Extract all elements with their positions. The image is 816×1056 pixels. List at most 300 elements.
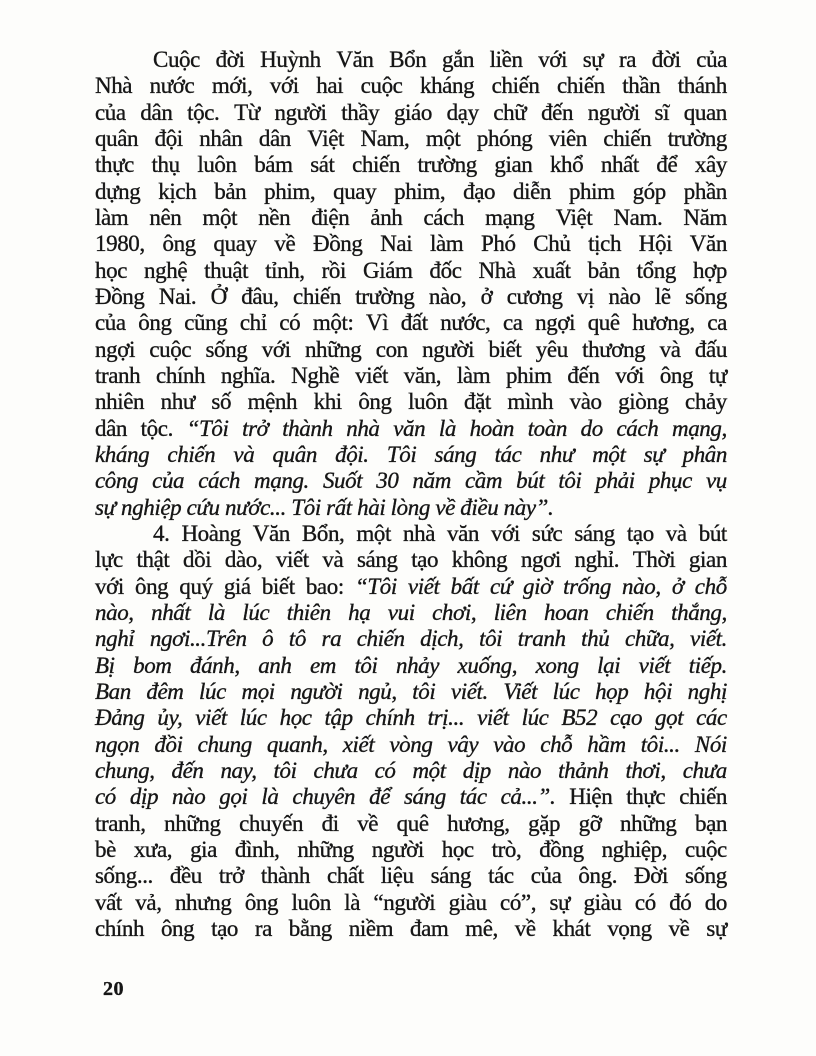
text-segment: Ban — [95, 678, 131, 704]
text-segment: nền — [258, 204, 291, 230]
text-segment: văn — [393, 415, 426, 441]
text-segment: đạo — [463, 178, 496, 204]
text-segment: phục — [648, 468, 692, 494]
text-segment: 4. — [153, 520, 170, 546]
text-line — [95, 495, 727, 521]
text-segment: bè — [95, 836, 116, 862]
text-segment: trường — [667, 125, 727, 151]
text-segment: góp — [632, 178, 666, 204]
text-segment: tạo — [211, 915, 239, 941]
text-segment: ông — [244, 889, 279, 915]
text-segment: của — [696, 47, 727, 72]
text-segment: giáo — [393, 99, 432, 125]
text-segment: hợp — [692, 257, 727, 283]
text-segment: nào — [507, 757, 542, 783]
text-segment: người — [422, 336, 475, 362]
text-segment: “Tôi — [354, 573, 397, 599]
text-segment: ủy, — [157, 705, 183, 731]
text-segment: bất — [450, 573, 479, 599]
text-segment: chiến — [679, 784, 727, 810]
text-segment: nhà — [346, 415, 380, 441]
text-segment: của — [95, 99, 126, 125]
text-segment: Tôi — [386, 441, 417, 467]
text-segment: nghỉ — [95, 626, 135, 652]
text-segment: như — [539, 441, 575, 467]
text-segment: Nhà — [478, 257, 516, 283]
text-segment: phải — [595, 468, 635, 494]
text-segment: đời — [215, 47, 245, 72]
text-segment: viên — [548, 125, 587, 151]
text-segment: đội. — [335, 441, 369, 467]
text-segment: dịp — [462, 757, 491, 783]
text-segment: phim, — [264, 178, 316, 204]
text-segment: với — [615, 362, 645, 388]
text-segment: cạo — [610, 705, 643, 731]
text-segment: có — [634, 889, 656, 915]
text-segment: liền — [489, 47, 523, 72]
text-segment: con — [375, 336, 408, 362]
text-segment: sát — [310, 152, 335, 178]
text-segment: mạng. — [254, 468, 309, 494]
text-segment: thụ — [151, 152, 180, 178]
text-segment: nhân — [199, 125, 243, 151]
text-segment: trường — [417, 152, 477, 178]
text-segment: đất — [400, 310, 428, 336]
text-segment: tôi — [412, 678, 436, 704]
text-segment: các — [696, 705, 727, 731]
text-line — [95, 337, 727, 363]
text-block — [95, 47, 727, 942]
text-segment: trò, — [491, 836, 522, 862]
text-segment: Văn — [336, 47, 374, 72]
text-segment: vòng — [389, 731, 433, 757]
text-segment: nào — [608, 283, 641, 309]
text-segment: ô — [262, 626, 274, 652]
text-segment: đội — [154, 125, 183, 151]
text-segment: đồng — [539, 836, 584, 862]
text-line — [95, 284, 727, 310]
text-segment: xuất — [532, 257, 571, 283]
text-segment: một — [356, 520, 391, 546]
text-segment: chuyên — [292, 784, 356, 810]
text-segment: tiếp. — [688, 652, 727, 678]
text-segment: đâu, — [241, 283, 279, 309]
text-segment: Từ — [234, 99, 260, 125]
text-segment: Phó — [480, 231, 516, 257]
text-segment: Cuộc — [153, 47, 200, 72]
text-segment: tôi — [558, 468, 582, 494]
text-segment: sức — [531, 520, 563, 546]
text-segment: quý — [179, 573, 213, 599]
text-line — [95, 100, 727, 126]
text-segment: một — [202, 204, 238, 230]
text-segment: quanh, — [266, 731, 328, 757]
text-segment: là — [344, 889, 361, 915]
text-segment: gỡ — [578, 810, 602, 836]
text-segment: chuyến — [239, 810, 304, 836]
text-segment: chữ — [493, 99, 527, 125]
text-segment: tôi — [273, 757, 297, 783]
text-segment: đốc — [429, 257, 462, 283]
text-segment: để — [369, 784, 391, 810]
text-segment: Nam. — [613, 204, 663, 230]
text-segment: về — [668, 915, 690, 941]
text-segment: năm — [412, 468, 451, 494]
text-segment: cứ — [489, 573, 512, 599]
text-segment: nào — [172, 784, 206, 810]
text-segment: Nhà — [95, 73, 133, 99]
text-segment: ông — [134, 573, 169, 599]
text-segment: nên — [149, 204, 182, 230]
text-segment: Nói — [694, 731, 727, 757]
text-segment: cương — [506, 283, 563, 309]
text-segment: ngợi — [95, 336, 135, 362]
text-segment: không — [451, 547, 508, 573]
text-segment: giàu — [448, 889, 487, 915]
text-line — [95, 732, 727, 758]
text-segment: cả...”. — [500, 784, 556, 810]
text-segment: bằng — [288, 915, 332, 941]
text-segment: xây — [694, 152, 727, 178]
text-segment: là — [207, 599, 225, 625]
text-segment: tranh — [517, 626, 566, 652]
text-segment: mạng — [485, 204, 535, 230]
text-segment: ở — [671, 573, 684, 599]
text-segment: đến — [171, 757, 204, 783]
text-segment: cuộc — [685, 836, 727, 862]
text-segment: cầm — [464, 468, 503, 494]
text-segment: và — [659, 336, 681, 362]
text-line — [95, 205, 727, 231]
text-line — [95, 389, 727, 415]
text-segment: Hiện — [569, 784, 613, 810]
text-segment: chung, — [95, 757, 155, 783]
text-segment: tôi... — [640, 731, 680, 757]
text-segment: dựng — [95, 178, 141, 204]
text-segment: liên — [493, 599, 527, 625]
text-segment: sự — [549, 889, 571, 915]
text-segment: Việt — [307, 125, 344, 151]
text-segment: đó — [669, 889, 692, 915]
text-segment: Chủ — [533, 231, 571, 257]
text-segment: hoan — [544, 599, 589, 625]
text-segment: tranh, — [95, 810, 146, 836]
text-segment: quân — [272, 441, 317, 467]
text-segment: ra — [254, 915, 272, 941]
text-segment: ở — [480, 283, 493, 309]
text-segment: em — [309, 652, 336, 678]
text-segment: tộc. — [187, 99, 220, 125]
text-segment: ông — [162, 231, 196, 257]
text-segment: chính — [365, 705, 415, 731]
text-segment: Đồng — [95, 283, 145, 309]
text-segment: nghĩa. — [220, 362, 276, 388]
text-segment: tác — [488, 863, 514, 889]
text-segment: vụ — [705, 468, 727, 494]
text-segment: tỉnh, — [265, 257, 305, 283]
text-segment: giờ — [523, 573, 552, 599]
text-segment: lúc — [239, 705, 267, 731]
text-segment: rồi — [321, 257, 347, 283]
text-segment: Suốt — [322, 468, 363, 494]
text-segment: quan — [683, 99, 727, 125]
text-line — [95, 547, 727, 573]
text-segment: biết — [261, 573, 295, 599]
text-segment: sự nghiệp cứu nước... Tôi rất hài lòng về điều này”. — [95, 494, 554, 520]
text-segment: phần — [683, 178, 727, 204]
text-segment: với — [269, 73, 299, 99]
text-segment: B52 — [561, 705, 598, 731]
text-segment: đấu — [694, 336, 727, 362]
text-segment: “Tôi — [186, 415, 229, 441]
text-segment: chiến — [605, 599, 654, 625]
text-segment: dân — [140, 99, 173, 125]
text-segment: lúc — [521, 705, 549, 731]
text-segment: ngợi — [535, 310, 576, 336]
text-segment: viết — [407, 573, 440, 599]
text-line — [95, 47, 727, 73]
text-segment: ngơi — [520, 547, 561, 573]
text-segment: nhất — [600, 152, 639, 178]
text-segment: cách — [616, 415, 659, 441]
text-segment: dân — [258, 125, 291, 151]
text-line — [95, 126, 727, 152]
text-segment: ca — [707, 310, 727, 336]
text-segment: trường — [355, 283, 415, 309]
text-segment: Ở — [210, 283, 227, 309]
text-segment: lúc — [552, 678, 580, 704]
text-segment: nay, — [220, 757, 257, 783]
text-segment: viết — [275, 547, 309, 573]
text-segment: sống — [685, 283, 727, 309]
text-segment: hạ — [348, 599, 371, 625]
text-line — [95, 916, 727, 942]
text-segment: chơi, — [432, 599, 477, 625]
text-segment: bút — [516, 468, 545, 494]
text-segment: gian — [688, 547, 727, 573]
text-segment: vọng — [607, 915, 652, 941]
text-segment: vả, — [135, 889, 162, 915]
text-segment: chiến — [167, 441, 216, 467]
text-segment: học — [95, 257, 128, 283]
text-segment: toàn — [527, 415, 567, 441]
text-line — [95, 600, 727, 626]
text-segment: đời — [651, 47, 681, 72]
text-segment: lại — [597, 652, 621, 678]
text-segment: hầm — [587, 731, 626, 757]
text-segment: ca — [502, 310, 523, 336]
text-segment: đam — [409, 915, 449, 941]
text-segment: của — [530, 863, 562, 889]
text-segment: kịch — [158, 178, 197, 204]
text-segment: tác — [459, 784, 487, 810]
text-segment: Bị — [95, 652, 115, 678]
text-segment: luôn — [408, 389, 448, 415]
text-segment: vui — [387, 599, 415, 625]
text-segment: công — [95, 468, 139, 494]
text-segment: Hoàng — [181, 520, 241, 546]
text-segment: làm — [429, 231, 464, 257]
text-segment: là — [438, 415, 456, 441]
text-segment: thủ — [581, 626, 610, 652]
text-segment: thảnh — [558, 757, 609, 783]
text-segment: kháng — [419, 73, 475, 99]
text-segment: thực — [626, 784, 666, 810]
text-segment: về — [357, 810, 379, 836]
text-segment: gia — [190, 836, 217, 862]
text-segment: sáng — [574, 520, 615, 546]
text-segment: giàu — [583, 889, 622, 915]
text-segment: hương, — [632, 310, 695, 336]
text-segment: của — [152, 468, 185, 494]
text-segment: Văn — [252, 520, 290, 546]
text-segment: giòng — [618, 389, 669, 415]
text-segment: chiến — [556, 73, 605, 99]
text-segment: hai — [316, 73, 344, 99]
text-segment: một — [592, 441, 626, 467]
text-segment: lực — [95, 547, 123, 573]
text-segment: thầy — [341, 99, 380, 125]
text-segment: sự — [706, 915, 727, 941]
text-segment: khát — [552, 915, 591, 941]
text-segment: yêu — [535, 336, 568, 362]
text-segment: bút — [698, 520, 727, 546]
text-segment: trở — [242, 415, 269, 441]
text-segment: người — [290, 678, 343, 704]
text-segment: chưa — [682, 757, 727, 783]
text-segment: và — [665, 520, 687, 546]
text-segment: ảnh — [370, 204, 403, 230]
paragraph — [95, 521, 727, 942]
text-segment: nghỉ. — [574, 547, 620, 573]
text-segment: với — [95, 573, 124, 599]
text-segment: tự — [708, 362, 727, 388]
text-segment: xiết — [342, 731, 375, 757]
text-segment: nào, — [428, 283, 467, 309]
text-segment: thắng, — [671, 599, 727, 625]
text-segment: xong — [535, 652, 579, 678]
text-segment: sáng — [434, 441, 477, 467]
text-segment: họp — [595, 678, 629, 704]
text-line — [95, 363, 727, 389]
text-segment: hội — [643, 678, 673, 704]
text-segment: chiến — [293, 283, 341, 309]
text-segment: gặp — [528, 810, 561, 836]
text-segment: vất — [95, 889, 122, 915]
text-segment: nhảy — [395, 652, 440, 678]
text-segment: những — [164, 810, 221, 836]
text-segment: kháng — [95, 441, 150, 467]
text-segment: Đời — [634, 863, 669, 889]
text-segment: những — [304, 336, 362, 362]
text-segment: đêm — [146, 678, 184, 704]
text-segment: thành — [282, 415, 333, 441]
text-segment: mạng, — [671, 415, 727, 441]
text-segment: chính — [95, 915, 145, 941]
text-segment: ông — [358, 389, 392, 415]
text-segment: mê, — [465, 915, 498, 941]
text-segment: Năm — [683, 204, 727, 230]
text-segment: cách — [198, 468, 241, 494]
text-segment: nhà — [403, 520, 436, 546]
text-line — [95, 626, 727, 652]
text-segment: tranh — [95, 362, 141, 388]
text-segment: với — [261, 336, 291, 362]
text-segment: và — [322, 547, 344, 573]
text-segment: chiến — [352, 152, 400, 178]
text-line — [95, 653, 727, 679]
text-segment: chỗ — [540, 731, 573, 757]
text-segment: bao: — [305, 573, 344, 599]
text-segment: cách — [423, 204, 465, 230]
text-segment: người — [274, 99, 327, 125]
text-segment: đến — [541, 99, 574, 125]
text-segment: chữa, — [624, 626, 675, 652]
text-segment: khổ — [549, 152, 584, 178]
text-segment: viết. — [690, 626, 727, 652]
text-segment: chỉ — [239, 310, 267, 336]
text-segment: tôi — [479, 626, 503, 652]
text-segment: Nai — [380, 231, 413, 257]
text-segment: ông. — [578, 863, 618, 889]
text-segment: chưa — [313, 757, 358, 783]
text-segment: những — [297, 836, 354, 862]
text-segment: Văn — [689, 231, 727, 257]
text-segment: ngủ, — [358, 678, 397, 704]
text-segment: người — [587, 99, 640, 125]
text-segment: nhiên — [95, 389, 145, 415]
text-segment: thơi, — [625, 757, 666, 783]
text-segment: quê — [396, 810, 429, 836]
text-segment: Vì — [366, 310, 389, 336]
text-line — [95, 890, 727, 916]
text-segment: thương — [582, 336, 646, 362]
text-segment: trị... — [427, 705, 465, 731]
text-segment: cuộc — [360, 73, 403, 99]
text-segment: mệnh — [247, 389, 298, 415]
text-segment: Hội — [638, 231, 673, 257]
page-number: 20 — [103, 978, 124, 1000]
text-segment: luôn — [197, 152, 237, 178]
text-segment: Bổn — [389, 47, 427, 72]
text-segment: về — [274, 231, 296, 257]
text-segment: tô — [288, 626, 306, 652]
text-segment: của — [95, 310, 126, 336]
text-segment: làm — [456, 362, 491, 388]
text-segment: sự — [582, 47, 604, 72]
text-segment: thật — [136, 547, 170, 573]
text-segment: viết — [195, 705, 227, 731]
text-segment: biết — [488, 336, 522, 362]
text-segment: nào, — [95, 599, 134, 625]
text-segment: chỗ — [694, 573, 727, 599]
text-segment: sống... — [95, 863, 153, 889]
text-segment: đánh, — [189, 652, 240, 678]
text-segment: thiên — [286, 599, 331, 625]
text-segment: dịp — [129, 784, 159, 810]
text-segment: Nai. — [158, 283, 197, 309]
text-line — [95, 442, 727, 468]
text-segment: chảy — [685, 389, 727, 415]
text-line — [95, 152, 727, 178]
text-segment: một — [425, 125, 461, 151]
text-segment: nghệ — [144, 257, 188, 283]
text-segment: ông — [659, 362, 694, 388]
text-segment: 30 — [376, 468, 399, 494]
text-segment: nghiệp, — [601, 836, 668, 862]
text-segment: hoàn — [469, 415, 515, 441]
text-segment: Huỳnh — [260, 47, 321, 72]
